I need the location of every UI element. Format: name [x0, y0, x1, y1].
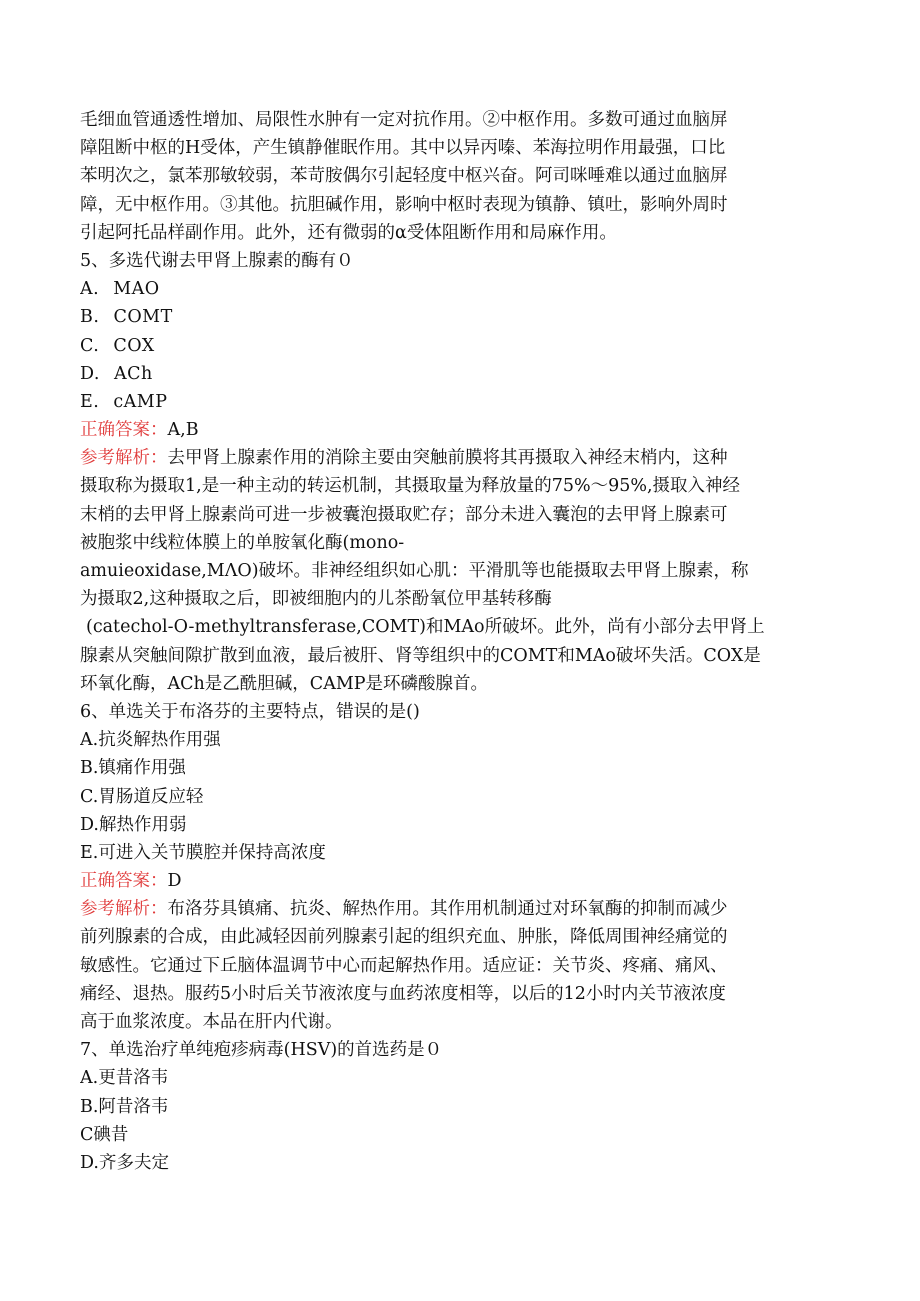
- analysis-line: [80, 444, 840, 472]
- option-letter: D.: [80, 363, 100, 384]
- option-b: [80, 303, 840, 331]
- intro-line: 毛细血管通透性增加、局限性水肿有一定对抗作用。②中枢作用。多数可通过血脑屏: [80, 110, 728, 130]
- analysis: [80, 895, 840, 1036]
- analysis-label: 参考解析：: [80, 899, 168, 920]
- option-c: [80, 332, 840, 360]
- option-c: C.胃肠道反应轻: [80, 786, 204, 807]
- answer-line: [80, 867, 840, 895]
- analysis-line: 前列腺素的合成，由此减轻因前列腺素引起的组织充血、肿胀，降低周围神经痛觉的: [80, 927, 728, 948]
- analysis-line: 痛经、退热。服药5小时后关节液浓度与血药浓度相等，以后的12小时内关节液浓度: [80, 983, 726, 1004]
- option-letter: C.: [80, 335, 100, 356]
- answer-label: 正确答案：: [80, 420, 168, 441]
- option-d: D.解热作用弱: [80, 814, 187, 835]
- option-a: A.更昔洛韦: [80, 1068, 169, 1089]
- option-d: D.齐多夫定: [80, 1152, 169, 1173]
- analysis-text: 去甲肾上腺素作用的消除主要由突触前膜将其再摄取入神经末梢内，这种: [167, 448, 728, 469]
- option-a: A.抗炎解热作用强: [80, 730, 221, 751]
- option-e: E.可进入关节膜腔并保持高浓度: [80, 842, 326, 863]
- intro-line: 障阻断中枢的H受体，产生镇静催眠作用。其中以异丙嗪、苯海拉明作用最强，口比: [80, 138, 726, 159]
- answer-value: A,B: [167, 420, 199, 441]
- option-text: COX: [113, 335, 155, 356]
- question-title: 7、单选治疗单纯疱疹病毒(HSV)的首选药是０: [80, 1040, 443, 1061]
- analysis-label: 参考解析：: [80, 448, 168, 469]
- question-6: [80, 698, 840, 1036]
- option-text: COMT: [113, 307, 173, 328]
- option-text: cAMP: [113, 391, 168, 412]
- document-page: [80, 106, 840, 1177]
- answer-line: [80, 416, 840, 444]
- analysis-line: 为摄取2,这种摄取之后，即被细胞内的儿茶酚氧位甲基转移酶: [80, 589, 552, 610]
- analysis-line: 环氧化酶，ACh是乙酰胆碱，CAMP是环磷酸腺首。: [80, 673, 489, 694]
- analysis: [80, 444, 840, 698]
- answer-label: 正确答案：: [80, 871, 168, 892]
- analysis-line: 敏感性。它通过下丘脑体温调节中心而起解热作用。适应证：关节炎、疼痛、痛风、: [80, 955, 728, 976]
- intro-paragraph: [80, 106, 840, 247]
- analysis-line: [80, 895, 840, 923]
- option-a: [80, 275, 840, 303]
- option-letter: B.: [80, 307, 100, 328]
- analysis-text: 布洛芬具镇痛、抗炎、解热作用。其作用机制通过对环氧酶的抑制而减少: [167, 899, 728, 920]
- option-d: [80, 360, 840, 388]
- option-text: ACh: [113, 363, 153, 384]
- analysis-line: 被胞浆中线粒体膜上的单胺氧化酶(mono-: [80, 532, 405, 553]
- analysis-line: amuieoxidase,MΛO)破坏。非神经组织如心肌：平滑肌等也能摄取去甲肾上腺素，称: [80, 561, 749, 581]
- analysis-line: 高于血浆浓度。本品在肝内代谢。: [80, 1012, 343, 1032]
- question-title: 5、多选代谢去甲肾上腺素的酶有０: [80, 250, 354, 271]
- option-e: [80, 388, 840, 416]
- option-letter: E.: [80, 391, 100, 412]
- analysis-line: (catechol-O-methyltransferase,COMT)和MAo所破坏。此外，尚有小部分去甲肾上: [86, 617, 765, 638]
- analysis-line: 摄取称为摄取1,是一种主动的转运机制，其摄取量为释放量的75%～95%,摄取入神经: [80, 476, 741, 497]
- option-text: MAO: [113, 279, 160, 300]
- option-letter: A.: [80, 279, 100, 300]
- intro-line: 苯明次之，氯苯那敏较弱，苯苛胺偶尔引起轻度中枢兴奋。阿司咪唾难以通过血脑屏: [80, 166, 728, 187]
- question-title: 6、单选关于布洛芬的主要特点，错误的是(): [80, 701, 420, 722]
- answer-value: D: [167, 871, 182, 892]
- question-5: [80, 247, 840, 698]
- intro-line: 障，无中枢作用。③其他。抗胆碱作用，影响中枢时表现为镇静、镇吐，影响外周时: [80, 194, 728, 215]
- analysis-line: 末梢的去甲肾上腺素尚可进一步被囊泡摄取贮存；部分未进入囊泡的去甲肾上腺素可: [80, 504, 728, 525]
- analysis-line: 腺素从突触间隙扩散到血液，最后被肝、肾等组织中的COMT和MAo破坏失活。COX是: [80, 645, 761, 666]
- question-7: [80, 1036, 840, 1177]
- option-b: B.阿昔洛韦: [80, 1096, 169, 1117]
- intro-line: 引起阿托品样副作用。此外，还有微弱的α受体阻断作用和局麻作用。: [80, 222, 617, 243]
- option-b: B.镇痛作用强: [80, 758, 186, 779]
- option-c: C碘昔: [80, 1124, 129, 1145]
